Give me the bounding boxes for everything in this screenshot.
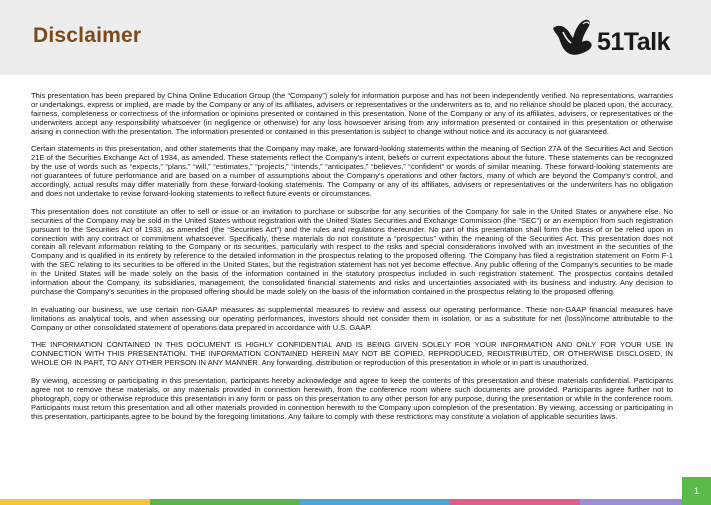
logo-wordmark: 51Talk xyxy=(597,28,670,56)
hand-symbol-icon xyxy=(549,16,597,62)
disclaimer-body xyxy=(31,92,673,430)
disclaimer-paragraph: In evaluating our business, we use certain non-GAAP measures as supplemental measures to review and assess our operating performance. These non-GAAP financial measures have limitations as analytical tools, and when assessing our operating performances, investors should not consider them in isolation, or as a substitute for net (loss)/income attributable to the Company or other consolidated statement of operations data prepared in accordance with U.S. GAAP. xyxy=(31,304,673,332)
page-number-badge: 1 xyxy=(682,477,711,505)
footer-bar-segment xyxy=(150,499,300,505)
footer-color-bar xyxy=(0,499,711,505)
disclaimer-paragraph: Certain statements in this presentation, and other statements that the Company may make, are forward-looking statements within the meaning of Section 27A of the Securities Act and Section 21E of the Securities Exchange Act of 1934, as amended. These statements reflect the Company’s intent, beliefs or current expectations about the future. These statements can be recognized by the use of words such as “expects,” “plans,” “will,” “estimates,” “projects,” “intends,” “anticipates,” “believes,” “confident” or words of similar meaning. These forward-looking statements are not guarantees of future performance and are based on a number of assumptions about the Company’s operations and other factors, many of which are beyond the Company’s control, and accordingly, actual results may differ materially from these forward-looking statements. The Company or any of its affiliates, advisers or representatives or the underwriters has no obligation and does not undertake to revise forward-looking statements to reflect future events or circumstances. xyxy=(31,144,673,199)
footer-bar-segment xyxy=(0,499,150,505)
disclaimer-paragraph: By viewing, accessing or participating in this presentation, participants hereby acknowledge and agree to keep the contents of this presentation and these materials confidential. Participants agree not to remove these materials, or any materials provided in connection herewith, from the conference room where such documents are provided. Participants agree further not to photograph, copy or otherwise reproduce this presentation in any form or pass on this presentation to any other person for any purpose, during the presentation or while in the conference room. Participants must return this presentation and all other materials provided in connection herewith to the Company upon completion of the presentation. By viewing, accessing or participating in this presentation, participants agree to be bound by the foregoing limitations. Any failure to comply with these restrictions may constitute a violation of applicable securities laws. xyxy=(31,375,673,421)
slide-header xyxy=(0,0,711,75)
disclaimer-paragraph: This presentation has been prepared by China Online Education Group (the “Company”) solely for information purpose and has not been independently verified. No representations, warranties or undertakings, express or implied, are made by the Company or any of its affiliates, advisers or representatives or the underwriters as to, and no reliance should be placed upon, the accuracy, fairness, completeness or correctness of the information or opinions presented or contained in this presentation. None of the Company or any of its affiliates, advisers, or representatives or the underwriters accept any responsibility whatsoever (in negligence or otherwise) for any loss howsoever arising from any information presented or contained in this presentation or otherwise arising in connection with the presentation. The information presented or contained in this presentation is subject to change without notice and its accuracy is not guaranteed. xyxy=(31,91,673,136)
footer-bar-segment xyxy=(300,499,450,505)
page-title: Disclaimer xyxy=(33,24,142,47)
footer-bar-segment xyxy=(450,499,580,505)
disclaimer-paragraph: THE INFORMATION CONTAINED IN THIS DOCUMENT IS HIGHLY CONFIDENTIAL AND IS BEING GIVEN SOLELY FOR YOUR INFORMATION AND ONLY FOR YOUR USE IN CONNECTION WITH THIS PRESENTATION. THE INFORMATION CONTAINED HEREIN MAY NOT BE COPIED, REPRODUCED, REDISTRIBUTED, OR OTHERWISE DISCLOSED, IN WHOLE OR IN PART, TO ANY OTHER PERSON IN ANY MANNER. Any forwarding, distribution or reproduction of this presentation in whole or in part is unauthorized. xyxy=(31,340,673,368)
disclaimer-paragraph: This presentation does not constitute an offer to sell or issue or an invitation to purchase or subscribe for any securities of the Company for sale in the United States or anywhere else. No securities of the Company may be sold in the United States without registration with the United States Securities and Exchange Commission (the “SEC”) or an exemption from such registration pursuant to the Securities Act of 1933, as amended (the “Securities Act”) and the rules and regulations thereunder. No part of this presentation shall form the basis of or be relied upon in connection with any contract or commitment whatsoever. Specifically, these materials do not constitute a “prospectus” within the meaning of the Securities Act. This presentation does not contain all relevant information relating to the Company or its securities, particularly with respect to the risks and special considerations involved with an investment in the securities of the Company and is qualified in its entirety by reference to the detailed information in the prospectus relating to the proposed offering. The Company has filed a registration statement on Form F-1 with the SEC relating to its securities to be offered in the United States, but the registration statement has not yet become effective. Any public offering of the Company’s securities to be made in the United States will be made solely on the basis of the information contained in the statutory prospectus included in such registration statement. The prospectus contains detailed information about the Company, its subsidiaries, management, the consolidated financial statements and risks and uncertainties associated with its business and industry. Any decision to purchase the Company’s securities in the proposed offering should be made solely on the basis of the information contained in the prospectus relating to the proposed offering. xyxy=(31,206,673,297)
company-logo xyxy=(549,16,699,66)
